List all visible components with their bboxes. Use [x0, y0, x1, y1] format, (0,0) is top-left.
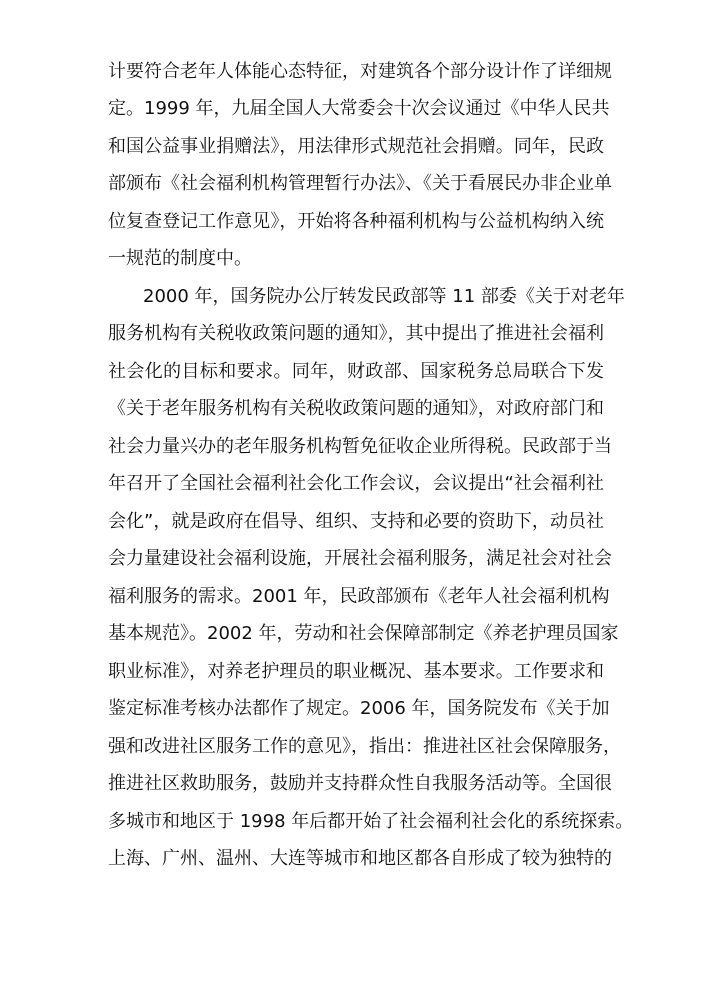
text-line: 多城市和地区于 1998 年后都开始了社会福利社会化的系统探索。 — [108, 811, 634, 832]
text-line: 服务机构有关税收政策问题的通知》，其中提出了推进社会福利 — [108, 323, 604, 344]
text-line: 基本规范》。2002 年，劳动和社会保障部制定《养老护理员国家 — [108, 623, 619, 644]
text-line: 福利服务的需求。2001 年，民政部颁布《老年人社会福利机构 — [108, 586, 610, 607]
text-line: 强和改进社区服务工作的意见》，指出：推进社区社会保障服务， — [108, 736, 621, 757]
text-line: 一规范的制度中。 — [108, 248, 252, 269]
text-line: 推进社区救助服务，鼓励并支持群众性自我服务活动等。全国很 — [108, 773, 612, 794]
paragraph-first-line: 2000 年，国务院办公厅转发民政部等 11 部委《关于对老年 — [143, 286, 625, 307]
text-line: 和国公益事业捐赠法》，用法律形式规范社会捐赠。同年，民政 — [108, 136, 604, 157]
text-line: 定。1999 年，九届全国人大常委会十次会议通过《中华人民共 — [108, 98, 610, 119]
text-line: 会化”，就是政府在倡导、组织、支持和必要的资助下，动员社 — [108, 511, 604, 532]
text-line: 计要符合老年人体能心态特征，对建筑各个部分设计作了详细规 — [108, 61, 612, 82]
text-line: 年召开了全国社会福利社会化工作会议，会议提出“社会福利社 — [108, 473, 604, 494]
text-line: 会力量建设社会福利设施，开展社会福利服务，满足社会对社会 — [108, 548, 612, 569]
text-line: 《关于老年服务机构有关税收政策问题的通知》，对政府部门和 — [108, 398, 604, 419]
text-line: 上海、广州、温州、大连等城市和地区都各自形成了较为独特的 — [108, 848, 612, 869]
text-line: 位复查登记工作意见》，开始将各种福利机构与公益机构纳入统 — [108, 211, 604, 232]
text-line: 鉴定标准考核办法都作了规定。2006 年，国务院发布《关于加 — [108, 698, 610, 719]
text-line: 部颁布《社会福利机构管理暂行办法》、《关于看展民办非企业单 — [108, 173, 612, 194]
text-line: 社会力量兴办的老年服务机构暂免征收企业所得税。民政部于当 — [108, 436, 612, 457]
text-line: 社会化的目标和要求。同年，财政部、国家税务总局联合下发 — [108, 361, 604, 382]
text-line: 职业标准》，对养老护理员的职业概况、基本要求。工作要求和 — [108, 661, 604, 682]
